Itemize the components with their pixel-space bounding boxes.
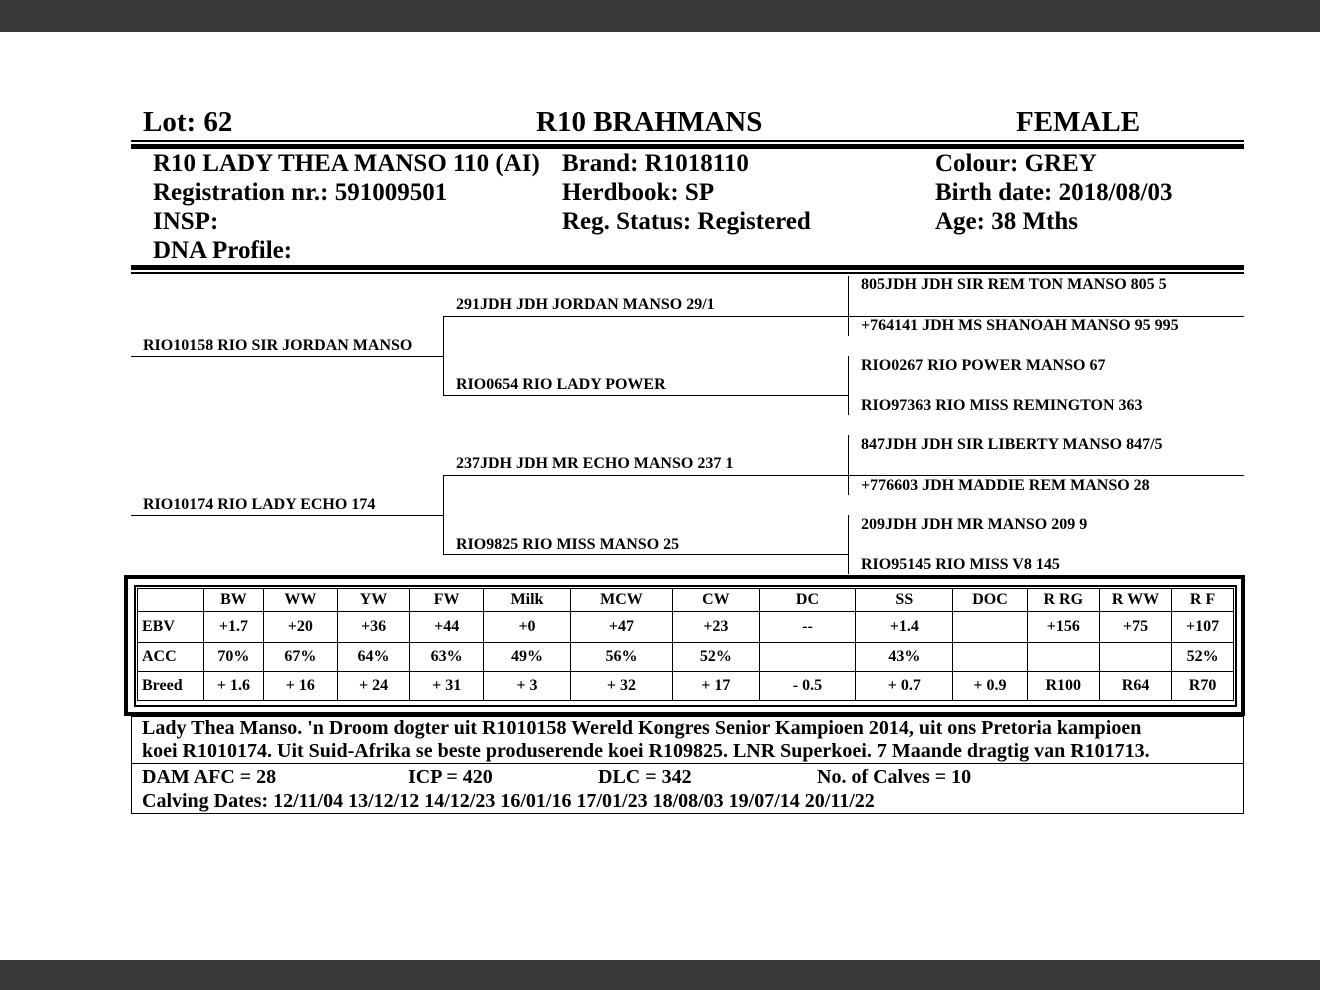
animal-name: R10 LADY THEA MANSO 110 (AI) [153,150,540,177]
header-cell: SS [856,589,953,612]
table-cell: 43% [856,643,953,672]
table-cell: + 32 [570,672,672,701]
pedigree-sdd: RIO97363 RIO MISS REMINGTON 363 [861,397,1143,414]
top-frame-bar [0,0,1320,32]
pedigree-bracket-dam [443,475,444,555]
table-cell: 52% [673,643,760,672]
pedigree-bracket-sd-top [848,356,849,396]
pedigree-bracket-ds-bottom [848,475,849,495]
pedigree-sss: 805JDH JDH SIR REM TON MANSO 805 5 [861,276,1167,293]
pedigree-bracket-dd-top [848,515,849,555]
header-cell: DOC [953,589,1027,612]
table-cell: + 16 [263,672,337,701]
table-cell [953,612,1027,643]
lot-number: Lot: 62 [143,106,233,138]
pedigree-sds: RIO0267 RIO POWER MANSO 67 [861,357,1106,374]
brand: Brand: R1018110 [562,150,749,177]
bottom-frame-bar [0,960,1320,990]
dlc: DLC = 342 [598,766,692,788]
header-cell: Milk [484,589,571,612]
table-cell: + 31 [410,672,484,701]
registration-number: Registration nr.: 591009501 [153,179,448,206]
pedigree-sire: RIO10158 RIO SIR JORDAN MANSO [143,337,413,354]
table-cell: +36 [337,612,409,643]
pedigree-bracket-ds-top [848,435,849,475]
row-label: EBV [138,612,204,643]
description-line-1: Lady Thea Manso. 'n Droom dogter uit R1010158 Wereld Kongres Senior Kampioen 2014, uit ons Pretoria kampioen [142,717,1142,739]
table-cell: + 17 [673,672,760,701]
header-cell: BW [204,589,264,612]
table-cell: +1.4 [856,612,953,643]
pedigree-line-dd [443,554,848,555]
table-cell [1099,643,1171,672]
pedigree-line-ss [443,316,848,317]
calving-dates: Calving Dates: 12/11/04 13/12/12 14/12/23 16/01/16 17/01/23 18/08/03 19/07/14 20/11/22 [142,790,875,812]
pedigree-line-dss [848,475,1244,476]
header-cell: YW [337,589,409,612]
animal-sex: FEMALE [1016,106,1141,138]
ebv-header-row [138,589,1234,612]
header-cell: R WW [1099,589,1171,612]
table-cell: +1.7 [204,612,264,643]
acc-row [138,643,1234,672]
table-cell: +44 [410,612,484,643]
table-cell [953,643,1027,672]
pedigree-line-sire [131,356,444,357]
table-cell: 63% [410,643,484,672]
info-rule-thin [131,272,1244,274]
table-cell: R100 [1027,672,1099,701]
breed-row [138,672,1234,701]
table-cell: 64% [337,643,409,672]
pedigree-line-ds [443,475,848,476]
table-cell: + 0.7 [856,672,953,701]
table-cell: +107 [1172,612,1234,643]
row-label: ACC [138,643,204,672]
icp: ICP = 420 [408,766,493,788]
table-cell: +0 [484,612,571,643]
table-cell: R70 [1172,672,1234,701]
table-cell: +156 [1027,612,1099,643]
pedigree-dds: 209JDH JDH MR MANSO 209 9 [861,516,1088,533]
table-cell: 52% [1172,643,1234,672]
table-cell: 67% [263,643,337,672]
pedigree-bracket-ss-bottom [848,316,849,336]
header-cell: DC [759,589,856,612]
table-cell: 56% [570,643,672,672]
table-cell: +75 [1099,612,1171,643]
pedigree-bracket-sd-bottom [848,395,849,415]
table-cell: + 0.9 [953,672,1027,701]
dam-afc: DAM AFC = 28 [142,766,277,788]
breeder-name: R10 BRAHMANS [536,106,763,138]
pedigree-line-sd [443,395,848,396]
ebv-table [137,588,1234,701]
table-cell: +20 [263,612,337,643]
table-cell: +23 [673,612,760,643]
pedigree-ddd: RIO95145 RIO MISS V8 145 [861,556,1060,573]
header-rule-thin [131,140,1244,142]
pedigree-ssd: +764141 JDH MS SHANOAH MANSO 95 995 [861,317,1179,334]
pedigree-dss: 847JDH JDH SIR LIBERTY MANSO 847/5 [861,436,1163,453]
table-cell: + 1.6 [204,672,264,701]
header-cell: FW [410,589,484,612]
header-cell: R RG [1027,589,1099,612]
table-cell [759,643,856,672]
header-cell: MCW [570,589,672,612]
table-cell: +47 [570,612,672,643]
pedigree-sire-dam: RIO0654 RIO LADY POWER [456,376,666,393]
table-cell: - 0.5 [759,672,856,701]
header-cell: WW [263,589,337,612]
pedigree-sire-sire: 291JDH JDH JORDAN MANSO 29/1 [456,296,715,313]
header-rule-thick [131,144,1244,149]
table-cell: 49% [484,643,571,672]
insp-label: INSP: [153,208,219,235]
table-cell: + 24 [337,672,409,701]
header-cell: CW [673,589,760,612]
pedigree-dsd: +776603 JDH MADDIE REM MANSO 28 [861,477,1150,494]
table-cell: -- [759,612,856,643]
pedigree-bracket-ss-top [848,276,849,316]
colour: Colour: GREY [935,150,1097,177]
pedigree-bracket-sire [443,316,444,396]
info-rule-thick [131,265,1244,270]
pedigree-dam-sire: 237JDH JDH MR ECHO MANSO 237 1 [456,455,734,472]
table-cell [1027,643,1099,672]
birth-date: Birth date: 2018/08/03 [935,179,1173,206]
herdbook: Herdbook: SP [562,179,715,206]
age: Age: 38 Mths [935,208,1079,235]
row-label: Breed [138,672,204,701]
pedigree-dam: RIO10174 RIO LADY ECHO 174 [143,496,376,513]
registration-status: Reg. Status: Registered [562,208,811,235]
pedigree-line-dam [131,515,444,516]
number-of-calves: No. of Calves = 10 [817,766,972,788]
table-cell: + 3 [484,672,571,701]
table-cell: R64 [1099,672,1171,701]
header-cell: R F [1172,589,1234,612]
ebv-row [138,612,1234,643]
description-line-2: koei R1010174. Uit Suid-Afrika se beste produserende koei R109825. LNR Superkoei. 7 Maande dragtig van R101713. [142,740,1150,762]
table-cell: 70% [204,643,264,672]
pedigree-dam-dam: RIO9825 RIO MISS MANSO 25 [456,536,680,553]
header-cell [138,589,204,612]
pedigree-bracket-dd-bottom [848,554,849,574]
dna-profile-label: DNA Profile: [153,237,293,264]
